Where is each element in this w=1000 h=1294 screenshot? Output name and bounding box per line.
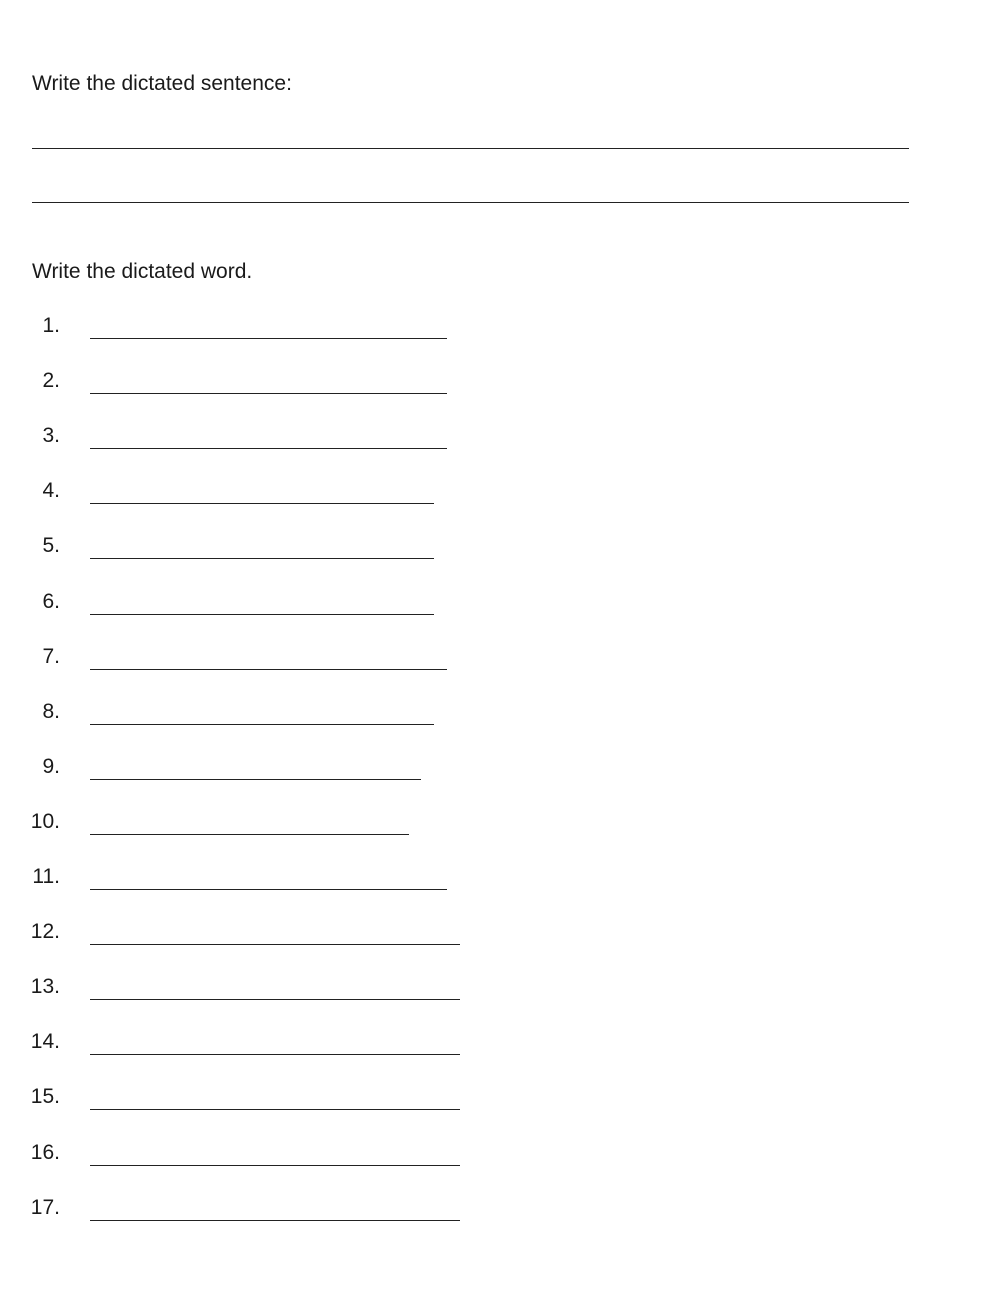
word-item-number: 9.: [42, 754, 60, 778]
word-answer-row: [0, 810, 600, 840]
word-answer-line[interactable]: [90, 338, 447, 339]
word-answer-line[interactable]: [90, 999, 460, 1000]
word-answer-row: [0, 1196, 600, 1226]
word-answer-row: [0, 975, 600, 1005]
word-answer-row: [0, 369, 600, 399]
word-answer-row: [0, 865, 600, 895]
word-answer-row: [0, 1141, 600, 1171]
word-answer-line[interactable]: [90, 1220, 460, 1221]
word-item-number: 14.: [30, 1030, 60, 1054]
word-answer-line[interactable]: [90, 889, 447, 890]
word-answer-line[interactable]: [90, 1109, 460, 1110]
word-answer-row: [0, 1030, 600, 1060]
word-prompt-heading: Write the dictated word.: [32, 260, 253, 283]
word-item-number: 12.: [30, 920, 60, 944]
word-item-number: 10.: [30, 809, 60, 833]
word-item-number: 5.: [42, 534, 60, 558]
word-answer-row: [0, 424, 600, 454]
word-answer-row: [0, 920, 600, 950]
word-item-number: 8.: [42, 699, 60, 723]
word-answer-line[interactable]: [90, 944, 460, 945]
word-item-number: 15.: [30, 1085, 60, 1109]
word-item-number: 7.: [42, 644, 60, 668]
word-item-number: 6.: [42, 589, 60, 613]
word-answer-row: [0, 700, 600, 730]
word-answer-line[interactable]: [90, 1165, 460, 1166]
word-answer-row: [0, 314, 600, 344]
sentence-prompt-heading: Write the dictated sentence:: [32, 72, 292, 95]
word-answer-line[interactable]: [90, 834, 409, 835]
word-answer-line[interactable]: [90, 558, 434, 559]
word-answer-line[interactable]: [90, 393, 447, 394]
word-answer-line[interactable]: [90, 724, 434, 725]
word-answer-row: [0, 755, 600, 785]
word-item-number: 16.: [30, 1140, 60, 1164]
word-answer-row: [0, 590, 600, 620]
word-answer-row: [0, 1085, 600, 1115]
word-answer-line[interactable]: [90, 1054, 460, 1055]
word-item-number: 3.: [42, 424, 60, 448]
word-answer-line[interactable]: [90, 614, 434, 615]
word-item-number: 11.: [32, 865, 60, 888]
word-item-number: 4.: [42, 479, 60, 503]
word-item-number: 1.: [42, 314, 60, 337]
word-item-number: 13.: [30, 975, 60, 999]
word-item-number: 2.: [42, 369, 60, 393]
word-answer-line[interactable]: [90, 448, 447, 449]
word-answer-row: [0, 534, 600, 564]
word-answer-row: [0, 479, 600, 509]
word-answer-row: [0, 645, 600, 675]
word-answer-line[interactable]: [90, 503, 434, 504]
word-answer-line[interactable]: [90, 779, 421, 780]
word-answer-line[interactable]: [90, 669, 447, 670]
word-item-number: 17.: [30, 1195, 60, 1219]
